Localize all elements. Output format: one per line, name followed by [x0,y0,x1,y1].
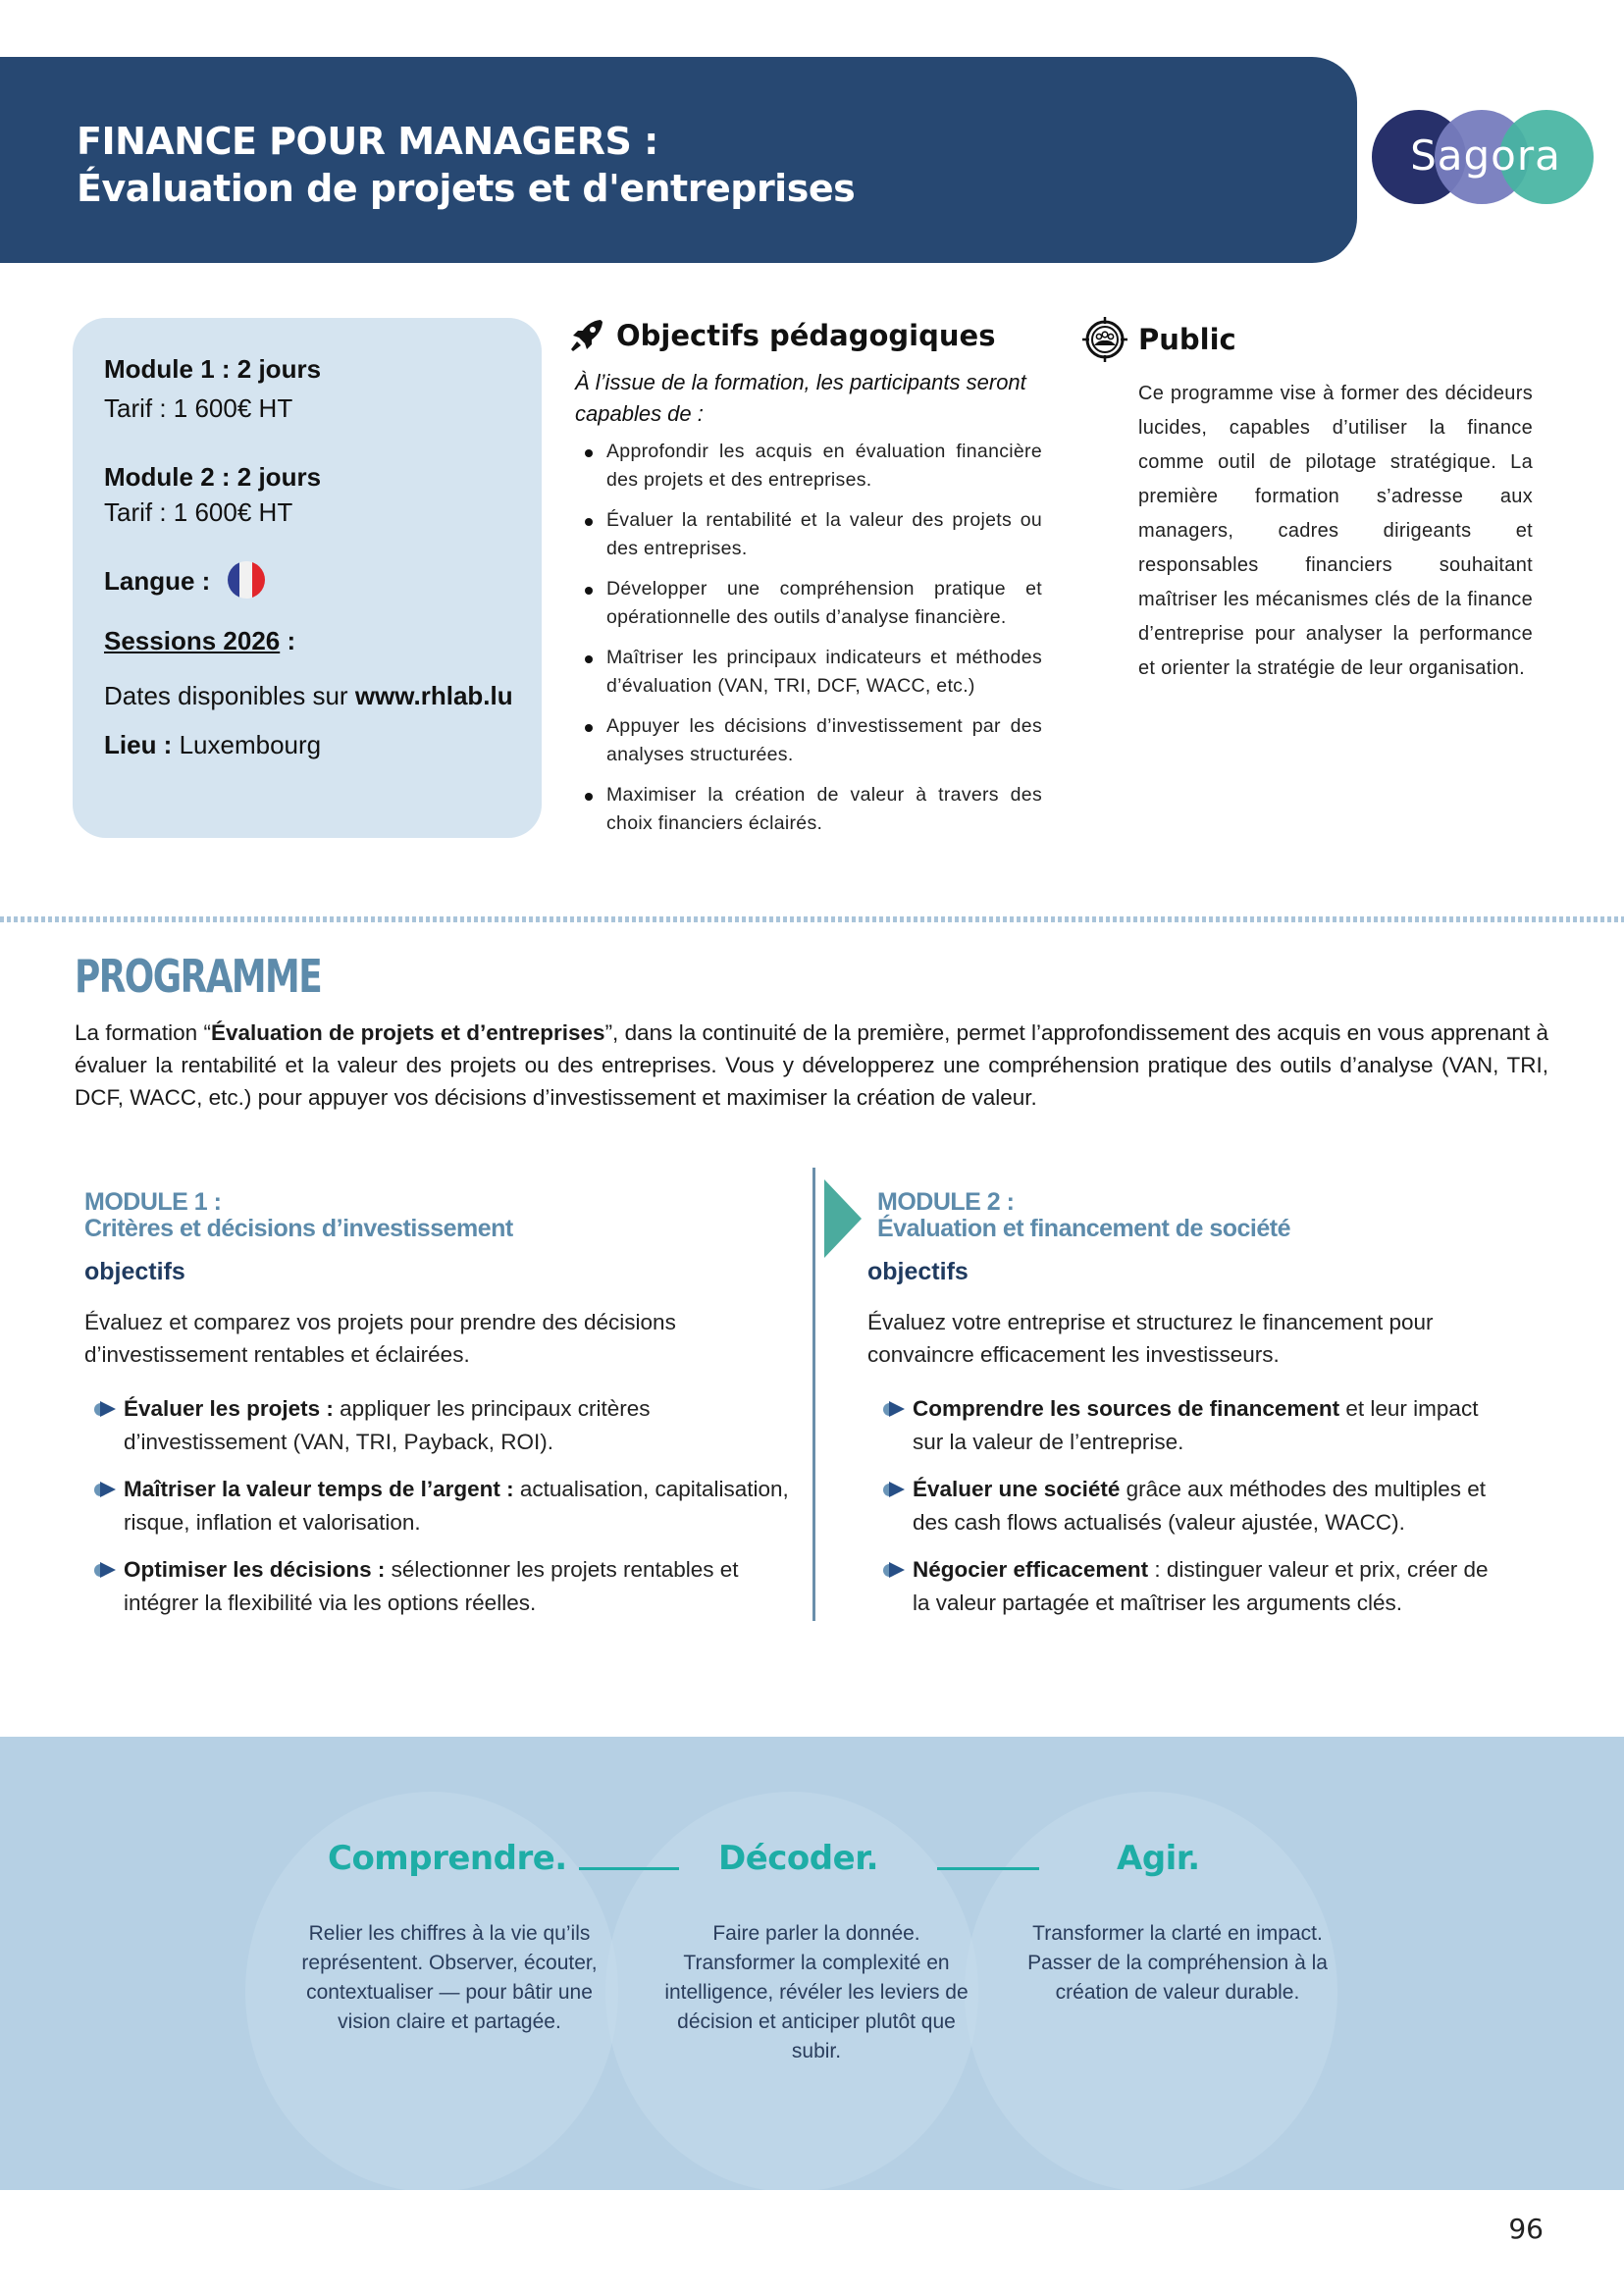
objective-text: appliquer les principaux critères d’investissement (VAN, TRI, Payback, ROI). [124,1396,651,1454]
language-label: Langue : [104,566,211,596]
info-card [73,318,542,838]
module-objectives-list [873,1392,1495,1620]
objective-item: Développer une compréhension pratique et opérationnelle des outils d’analyse financière. [581,575,1042,632]
module-description: Évaluez et comparez vos projets pour prendre des décisions d’investissement rentables et éclairées. [84,1310,676,1367]
module1-duration: Module 1 : 2 jours [104,354,322,384]
page-number: 96 [1508,2213,1544,2245]
location-row [104,727,526,762]
location-value: Luxembourg [172,730,322,760]
module-objective-item [873,1553,1495,1620]
pillar-title-decoder: Décoder. [718,1839,879,1878]
module-description: Évaluez votre entreprise et structurez le financement pour convaincre efficacement les investisseurs. [867,1310,1434,1367]
module-kicker: MODULE 2 : [877,1188,1015,1216]
objective-text: et leur impact sur la valeur de l’entreprise. [913,1396,1479,1454]
target-audience-icon [1081,316,1128,363]
module1-price: Tarif : 1 600€ HT [104,393,293,423]
programme-intro-course-name: Évaluation de projets et d’entreprises [210,1020,605,1045]
title-line-2: Évaluation de projets et d'entreprises [77,167,856,210]
module2-price: Tarif : 1 600€ HT [104,497,293,527]
objective-item: Évaluer la rentabilité et la valeur des projets ou des entreprises. [581,506,1042,563]
objective-item: Maximiser la création de valeur à travers des choix financiers éclairés. [581,781,1042,838]
module-objective-item [84,1553,791,1620]
module2-triangle-icon [824,1179,862,1258]
dates-row [104,678,526,713]
objectives-section [567,316,1042,850]
public-heading [1081,316,1533,363]
arrow-bullet-icon [94,1482,120,1497]
objective-bold: Optimiser les décisions : [124,1557,386,1582]
objective-item: Approfondir les acquis en évaluation financière des projets et des entreprises. [581,438,1042,495]
objective-text: : distinguer valeur et prix, créer de la valeur partagée et maîtriser les arguments clés. [913,1557,1489,1615]
objective-text: grâce aux méthodes des multiples et des cash flows actualisés (valeur ajustée, WACC). [913,1477,1487,1535]
pillar-connector-line [937,1867,1039,1870]
objective-item: Appuyer les décisions d’investissement par des analyses structurées. [581,712,1042,769]
arrow-bullet-icon [94,1401,120,1417]
objective-text: sélectionner les projets rentables et intégrer la flexibilité via les options réelles. [124,1557,739,1615]
module-objective-item [873,1392,1495,1459]
public-description: Ce programme vise à former des décideurs lucides, capables d’utiliser la finance comme outil de pilotage stratégique. La première formation s’adresse aux managers, cadres dirigeants et responsables financiers souhaitant maîtriser les mécanismes clés de la finance d’entreprise pour analyser la performance et orienter la stratégie de leur organisation. [1138,383,1533,679]
pillar-text-decoder: Faire parler la donnée. Transformer la complexité en intelligence, révéler les leviers de décision et anticiper plutôt que subir. [664,1922,969,2062]
module-objectives-list [84,1392,791,1620]
module-name: Critères et décisions d’investissement [84,1215,513,1242]
arrow-bullet-icon [94,1562,120,1578]
objective-bold: Comprendre les sources de financement [913,1396,1340,1421]
module-objective-item [873,1473,1495,1539]
module-objectives-label: objectifs [84,1258,185,1285]
module-kicker: MODULE 1 : [84,1188,222,1216]
sagora-logo [1372,110,1599,204]
sessions-label: Sessions 2026 [104,626,281,656]
module-1 [84,1189,791,1634]
public-title: Public [1138,323,1236,356]
arrow-bullet-icon [883,1482,909,1497]
programme-intro [75,1017,1548,1114]
pillar-text-agir: Transformer la clarté en impact. Passer de la compréhension à la création de valeur durable. [1027,1922,1328,2004]
location-label: Lieu : [104,730,173,760]
objectives-intro: À l’issue de la formation, les participants seront capables de : [575,370,1026,426]
objective-bold: Évaluer les projets : [124,1396,334,1421]
sessions-heading [104,623,526,658]
module-objective-item [84,1473,791,1539]
programme-intro-start: La formation “ [75,1020,211,1045]
programme-title: PROGRAMME [75,950,322,1003]
programme-intro-rest: ”, dans la continuité de la première, permet l’approfondissement des acquis en vous apprenant à évaluer la rentabilité et la valeur des projets ou des entreprises. Vous y développerez une compréhension pratique des outils d’analyse (VAN, TRI, DCF, WACC, etc.) pour appuyer vos décisions d’investissement et maximiser la création de valeur. [75,1020,1548,1110]
module-name: Évaluation et financement de société [877,1215,1291,1242]
module-objectives-label: objectifs [867,1258,969,1285]
page-title [77,118,855,212]
module2-duration: Module 2 : 2 jours [104,462,322,492]
objective-text: actualisation, capitalisation, risque, inflation et valorisation. [124,1477,789,1535]
pillar-connector-line [579,1867,679,1870]
language-row [104,563,526,601]
module-objective-item [84,1392,791,1459]
pillar-title-comprendre: Comprendre. [328,1839,567,1878]
sessions-colon: : [280,626,296,656]
objective-bold: Négocier efficacement [913,1557,1149,1582]
pillars-band [0,1737,1624,2190]
dotted-divider [0,916,1624,922]
title-line-1: FINANCE POUR MANAGERS : [77,120,658,163]
french-flag-icon [228,561,265,599]
arrow-bullet-icon [883,1401,909,1417]
arrow-bullet-icon [883,1562,909,1578]
logo-wordmark: Sagora [1410,131,1561,180]
module-2 [867,1189,1495,1634]
pillar-text-comprendre: Relier les chiffres à la vie qu’ils représentent. Observer, écouter, contextualiser — pour bâtir une vision claire et partagée. [301,1922,598,2033]
rhlab-link[interactable]: www.rhlab.lu [354,681,513,711]
objectives-list [567,438,1042,838]
module-divider-line [812,1168,815,1621]
objective-bold: Maîtriser la valeur temps de l’argent : [124,1477,514,1501]
rocket-icon [567,316,606,355]
objectives-title: Objectifs pédagogiques [616,319,996,352]
public-section [1081,316,1533,686]
objective-bold: Évaluer une société [913,1477,1121,1501]
dates-text: Dates disponibles sur [104,681,355,711]
objective-item: Maîtriser les principaux indicateurs et méthodes d’évaluation (VAN, TRI, DCF, WACC, etc.) [581,644,1042,701]
objectives-heading [567,316,1042,355]
pillar-title-agir: Agir. [1117,1839,1200,1878]
